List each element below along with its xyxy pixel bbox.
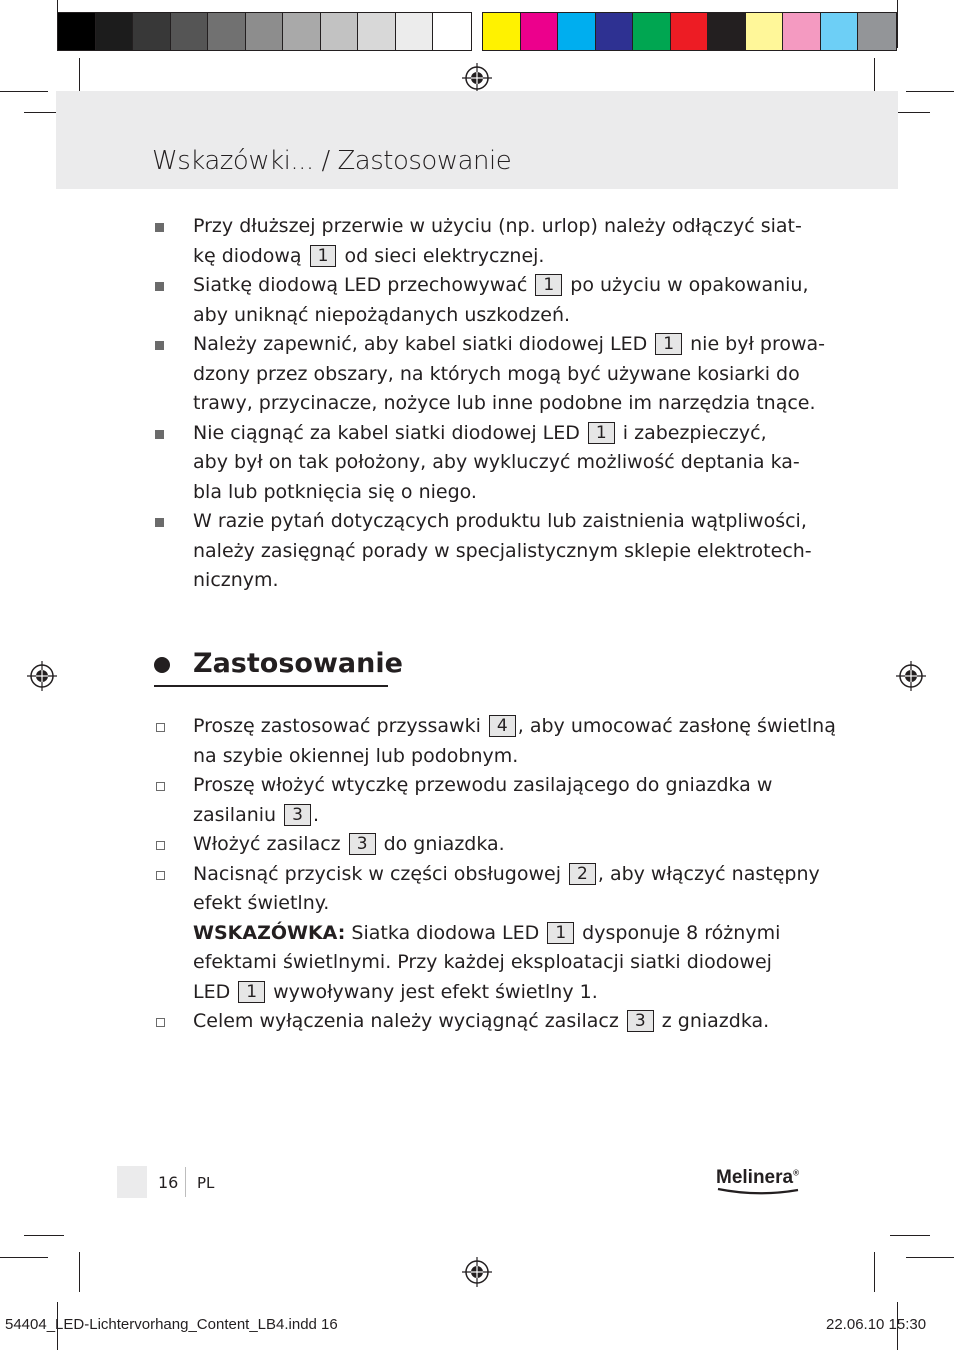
color-swatch (283, 13, 321, 50)
list-item (152, 830, 812, 860)
text-line (193, 271, 812, 301)
color-swatch (821, 13, 859, 50)
square-bullet-icon (155, 282, 164, 291)
steps-list (152, 712, 836, 1037)
color-swatch (783, 13, 821, 50)
list-item (152, 712, 836, 771)
text-segment: dysponuje 8 różnymi (576, 921, 781, 944)
text-segment: aby był on tak położony, aby wykluczyć możliwość deptania ka- (193, 451, 800, 473)
text-segment: Przy dłuższej przerwie w użyciu (np. urlop) należy odłączyć siat- (193, 215, 802, 237)
part-reference-box: 3 (284, 804, 311, 826)
registration-mark-icon (462, 1257, 492, 1287)
square-bullet-icon (155, 430, 164, 439)
section-bullet-icon (154, 657, 170, 673)
text-segment: Nie ciągnąć za kabel siatki diodowej LED (193, 421, 586, 444)
part-reference-box: 2 (569, 863, 596, 885)
list-item (152, 330, 826, 419)
text-line (193, 889, 812, 919)
color-swatch (858, 13, 896, 50)
language-code: PL (197, 1174, 215, 1192)
square-bullet-icon (155, 518, 164, 527)
text-line (193, 212, 812, 242)
list-item (152, 419, 812, 508)
text-segment: aby uniknąć niepożądanych uszkodzeń. (193, 303, 571, 326)
registration-mark-icon (27, 661, 57, 691)
color-swatch (246, 13, 284, 50)
part-reference-box: 1 (238, 981, 265, 1003)
crop-mark (906, 1257, 954, 1258)
part-reference-box: 1 (655, 333, 682, 355)
text-segment: nie był prowa- (684, 333, 826, 355)
part-reference-box: 4 (489, 715, 516, 737)
text-line (193, 419, 812, 449)
text-line (193, 712, 836, 742)
color-swatch (558, 13, 596, 50)
part-reference-box: 1 (535, 274, 562, 296)
text-line (193, 507, 812, 537)
text-segment: do gniazdka. (377, 833, 505, 855)
text-segment: Proszę zastosować przyssawki (193, 715, 487, 737)
registration-mark-icon (462, 63, 492, 93)
page-number-tab (117, 1166, 147, 1198)
color-swatch (321, 13, 359, 50)
part-reference-box: 1 (588, 422, 615, 444)
text-segment: Proszę włożyć wtyczkę przewodu zasilającego do gniazdka w (193, 774, 773, 796)
text-line (193, 771, 812, 801)
text-segment: W razie pytań dotyczących produktu lub zaistnienia wątpliwości, (193, 510, 807, 532)
text-line (193, 978, 812, 1008)
page-number: 16 (158, 1173, 179, 1192)
crop-mark (897, 0, 898, 48)
text-segment: zasilaniu (193, 803, 283, 826)
footer-divider (185, 1167, 186, 1197)
file-slug: 54404_LED-Lichtervorhang_Content_LB4.indd 16 (5, 1316, 338, 1333)
brand-swoosh-icon (716, 1187, 800, 1197)
color-swatch (396, 13, 434, 50)
list-item (152, 271, 812, 330)
brand-name: Melinera (716, 1167, 794, 1188)
text-line (193, 801, 812, 831)
text-line (193, 448, 812, 478)
text-segment: trawy, przycinacze, nożyce lub inne podobne im narzędzia tnące. (193, 392, 816, 414)
brand-logo (716, 1167, 799, 1189)
grayscale-color-bar (57, 12, 472, 51)
text-segment: z gniazdka. (655, 1010, 770, 1032)
crop-mark (890, 1235, 930, 1236)
text-segment: na szybie okiennej lub podobnym. (193, 744, 519, 767)
square-bullet-icon (155, 223, 164, 232)
list-item (152, 771, 812, 830)
text-line (193, 537, 812, 567)
list-item (152, 507, 812, 596)
text-segment: od sieci elektrycznej. (338, 244, 545, 267)
color-swatch (483, 13, 521, 50)
text-segment: Celem wyłączenia należy wyciągnąć zasilacz (193, 1010, 625, 1032)
text-line (193, 389, 816, 419)
text-line (193, 478, 812, 508)
text-segment: efekt świetlny. (193, 892, 330, 914)
text-line (193, 860, 820, 890)
text-line (193, 830, 812, 860)
crop-mark (874, 1252, 875, 1292)
text-line (193, 566, 812, 596)
text-line (193, 360, 812, 390)
text-segment: efektami świetlnymi. Przy każdej eksploatacji siatki diodowej (193, 951, 772, 973)
color-swatch (208, 13, 246, 50)
color-swatch (708, 13, 746, 50)
color-swatch (96, 13, 134, 50)
text-segment: kę diodową (193, 244, 308, 267)
crop-mark (24, 1235, 64, 1236)
text-segment: LED (193, 980, 237, 1003)
color-swatch (596, 13, 634, 50)
checkbox-bullet-icon (156, 782, 165, 791)
text-segment: Siatkę diodową LED przechowywać (193, 274, 534, 296)
text-segment: , aby umocować zasłonę świetlną (517, 715, 836, 737)
note-label: WSKAZÓWKA: (193, 921, 346, 944)
crop-mark (57, 0, 58, 48)
checkbox-bullet-icon (156, 871, 165, 880)
tips-list (152, 212, 826, 596)
color-swatch (433, 13, 471, 50)
crop-mark (906, 91, 954, 92)
color-swatch (171, 13, 209, 50)
color-swatch (746, 13, 784, 50)
text-line (193, 242, 812, 272)
text-segment: nicznym. (193, 569, 279, 591)
section-underline (154, 685, 388, 687)
color-swatch (671, 13, 709, 50)
part-reference-box: 1 (310, 245, 337, 267)
part-reference-box: 3 (349, 833, 376, 855)
crop-mark (79, 1252, 80, 1292)
text-segment: Należy zapewnić, aby kabel siatki diodowej LED (193, 333, 654, 355)
text-line (193, 919, 812, 949)
checkbox-bullet-icon (156, 841, 165, 850)
text-segment: , aby włączyć następny (597, 862, 820, 885)
text-line (193, 948, 812, 978)
square-bullet-icon (155, 341, 164, 350)
color-swatch (58, 13, 96, 50)
list-item (152, 212, 812, 271)
text-segment: wywoływany jest efekt świetlny 1. (267, 980, 598, 1003)
list-item (152, 860, 820, 1008)
text-line (193, 330, 826, 360)
crop-mark (0, 1257, 48, 1258)
checkbox-bullet-icon (156, 1018, 165, 1027)
color-swatch (521, 13, 559, 50)
part-reference-box: 3 (627, 1010, 654, 1032)
text-segment: należy zasięgnąć porady w specjalistycznym sklepie elektrotech- (193, 539, 812, 562)
registration-mark-icon (896, 661, 926, 691)
registered-mark: ® (793, 1168, 799, 1178)
text-line (193, 1007, 812, 1037)
text-segment: . (312, 803, 319, 826)
process-color-bar (482, 12, 897, 51)
print-timestamp: 22.06.10 15:30 (826, 1316, 927, 1333)
text-segment: po użyciu w opakowaniu, (564, 274, 809, 296)
section-title: Zastosowanie (193, 648, 403, 679)
text-line (193, 301, 812, 331)
text-segment: Siatka diodowa LED (345, 921, 546, 944)
list-item (152, 1007, 812, 1037)
part-reference-box: 1 (547, 922, 574, 944)
text-segment: i zabezpieczyć, (616, 421, 767, 444)
color-swatch (133, 13, 171, 50)
text-segment: dzony przez obszary, na których mogą być używane kosiarki do (193, 362, 800, 385)
text-segment: bla lub potknięcia się o niego. (193, 480, 477, 503)
color-swatch (633, 13, 671, 50)
text-segment: Włożyć zasilacz (193, 833, 347, 855)
page-title: Wskazówki... / Zastosowanie (152, 146, 512, 176)
text-segment: Nacisnąć przycisk w części obsługowej (193, 862, 568, 885)
text-line (193, 742, 812, 772)
color-swatch (358, 13, 396, 50)
checkbox-bullet-icon (156, 723, 165, 732)
crop-mark (0, 91, 48, 92)
